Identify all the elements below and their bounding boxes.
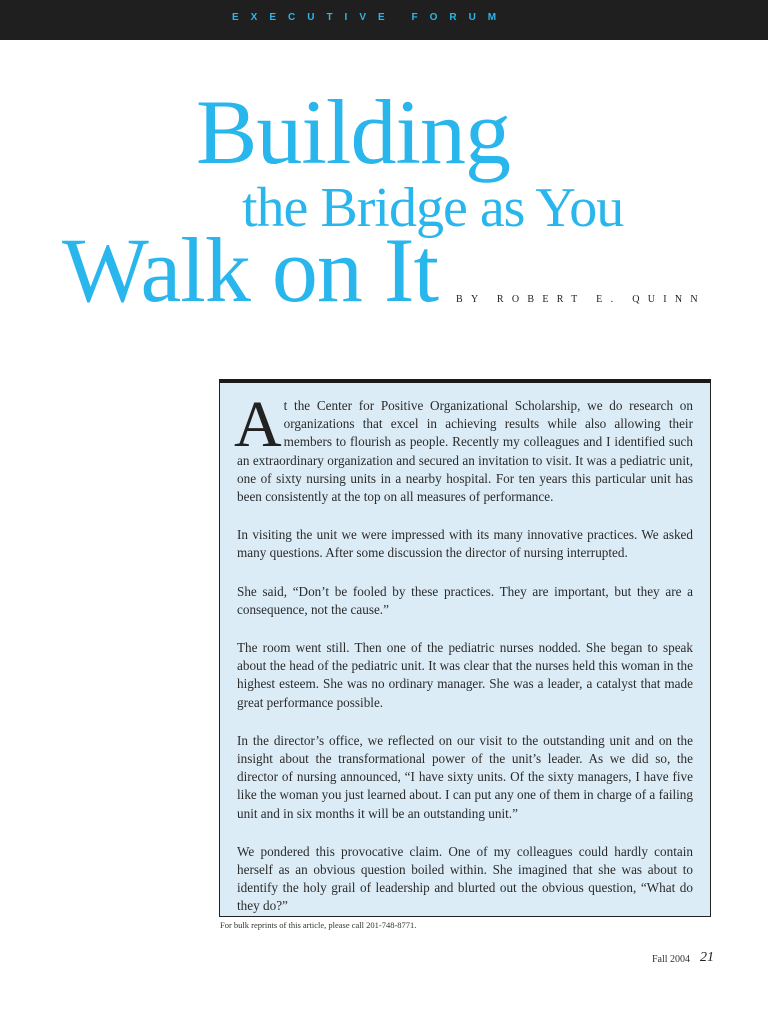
article-paragraph-1 bbox=[234, 388, 693, 506]
title-line-2: the Bridge as You bbox=[242, 177, 624, 239]
article-paragraph-3: She said, “Don’t be fooled by these practices. They are important, but they are a consequence, not the cause.” bbox=[237, 583, 693, 617]
paragraph-text: t the Center for Positive Organizational Scholarship, we do research on organizations that excel in achieving results while also allowing their members to flourish as people. Recently my colleagues and I identified such an extraordinary organization and secured an invitation to visit. It was a pediatric unit, one of sixty nursing units in a nearby hospital. For ten years this particular unit has been consistently at the top on all measures of performance. bbox=[237, 398, 693, 505]
title-line-1: Building bbox=[196, 81, 511, 183]
article-paragraph-5: In the director’s office, we reflected on our visit to the outstanding unit and on the insight about the transformational power of the unit’s leader. As we did so, the director of nursing announced, “I have sixty units. Of the sixty managers, I have five like the woman you just learned about. I can put any one of them in charge of a failing unit and in six months it will be an outstanding unit.” bbox=[237, 732, 693, 821]
page-number: 21 bbox=[700, 950, 714, 965]
article-paragraph-6: We pondered this provocative claim. One of my colleagues could hardly contain herself as an obvious question boiled within. She imagined that she was about to identify the holy grail of leadership and blurted out the obvious question, “What do they do?” bbox=[237, 843, 693, 914]
drop-cap: A bbox=[234, 388, 282, 461]
article-box bbox=[219, 379, 711, 917]
article-paragraph-4: The room went still. Then one of the pediatric nurses nodded. She began to speak about the head of the pediatric unit. It was clear that the nurses held this woman in the highest esteem. She was no ordinary manager. She was a leader, a catalyst that made great performance possible. bbox=[237, 640, 693, 710]
byline: BY ROBERT E. QUINN bbox=[456, 294, 706, 305]
title-line-3: Walk on It bbox=[62, 219, 439, 321]
issue-date: Fall 2004 bbox=[652, 954, 691, 965]
article-paragraph-2: In visiting the unit we were impressed with its many innovative practices. We asked many questions. After some discussion the director of nursing interrupted. bbox=[237, 527, 693, 561]
reprint-footnote: For bulk reprints of this article, please call 201-748-8771. bbox=[220, 920, 417, 930]
section-label: EXECUTIVE FORUM bbox=[232, 12, 509, 23]
section-header-bar bbox=[0, 0, 768, 40]
